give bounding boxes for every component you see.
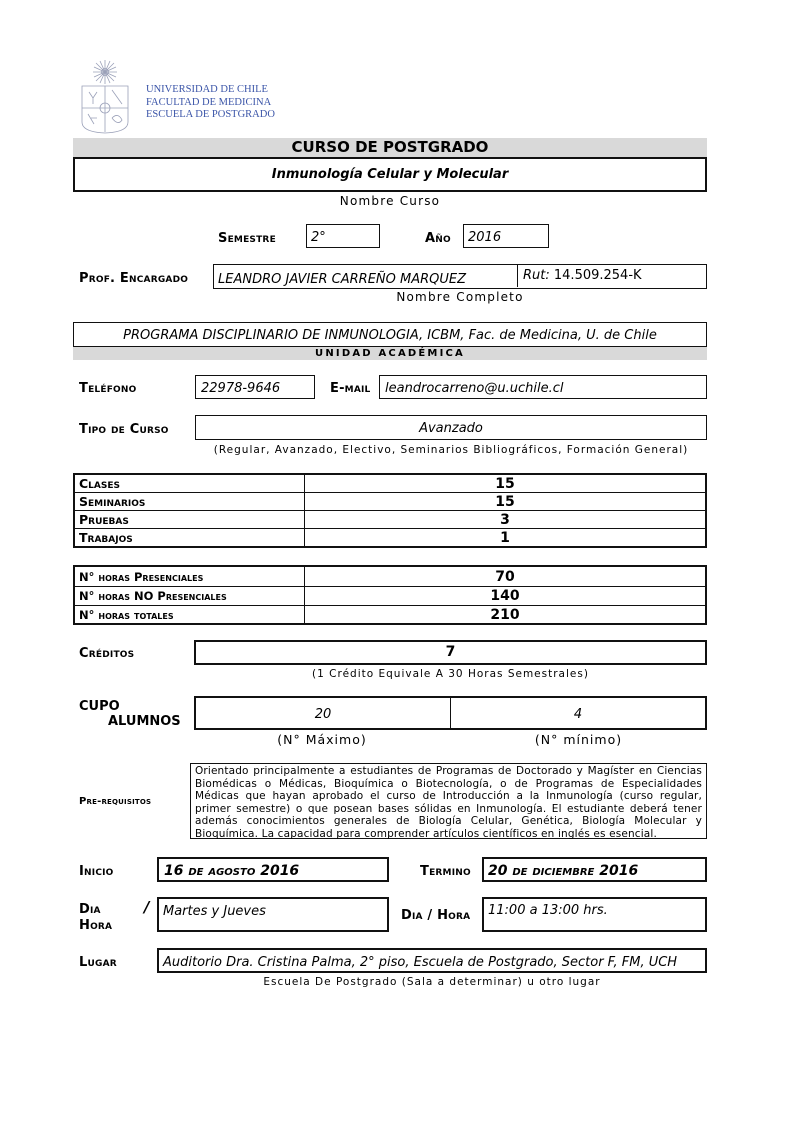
day-label-line2: Hora [79, 918, 113, 933]
email-value: leandrocarreno@u.uchile.cl [385, 381, 564, 396]
course-name-field[interactable]: Inmunología Celular y Molecular [73, 157, 707, 192]
phone-field[interactable] [195, 375, 315, 399]
min-capacity-field[interactable] [451, 698, 705, 728]
hours-value[interactable]: 70 [305, 566, 707, 587]
credits-field[interactable]: 7 [194, 640, 707, 665]
start-date-field[interactable] [157, 857, 389, 882]
hours-label: N° horas Presenciales [74, 566, 305, 587]
capacity-field [194, 696, 707, 730]
table-row [74, 474, 706, 493]
semester-field[interactable] [306, 224, 380, 248]
activity-value[interactable]: 1 [305, 529, 707, 548]
min-capacity-value: 4 [573, 707, 583, 722]
university-line: UNIVERSIDAD DE CHILE [146, 84, 268, 95]
table-row [74, 511, 706, 529]
professor-label: Prof. Encargado [79, 271, 189, 286]
faculty-line: FACULTAD DE MEDICINA [146, 96, 272, 108]
professor-name: LEANDRO JAVIER CARREÑO MARQUEZ [218, 272, 467, 287]
location-label: Lugar [79, 955, 117, 970]
hours-value[interactable]: 140 [305, 587, 707, 606]
days-field[interactable] [157, 897, 389, 932]
hours-table [73, 565, 707, 625]
email-label: E-mail [330, 381, 371, 396]
end-date-value: 20 de diciembre 2016 [488, 863, 639, 879]
email-field[interactable] [379, 375, 707, 399]
divider [517, 265, 518, 287]
table-row [74, 606, 706, 625]
university-name [146, 84, 275, 122]
min-capacity-caption: (N° mínimo) [534, 732, 623, 747]
activity-value[interactable]: 15 [305, 474, 707, 493]
phone-label: Teléfono [79, 381, 137, 396]
start-date-label: Inicio [79, 864, 114, 879]
capacity-label-line1: CUPO [79, 699, 120, 714]
max-capacity-field[interactable] [196, 698, 450, 728]
table-row [74, 529, 706, 548]
activity-label: Clases [74, 474, 305, 493]
table-row [74, 566, 706, 587]
end-date-label: Termino [420, 864, 471, 879]
rut-label: Rut: [523, 268, 550, 283]
day-label-slash: / [144, 898, 150, 916]
page-title: CURSO DE POSTGRADO [73, 138, 707, 157]
course-type-value: Avanzado [419, 421, 483, 436]
time-label: Dia / Hora [401, 908, 471, 923]
start-date-value: 16 de agosto 2016 [164, 863, 300, 879]
activity-label: Seminarios [74, 493, 305, 511]
academic-unit-value: PROGRAMA DISCIPLINARIO DE INMUNOLOGIA, ICBM, Fac. de Medicina, U. de Chile [123, 328, 657, 343]
rut-field [523, 268, 642, 283]
table-row [74, 587, 706, 606]
hours-value[interactable]: 210 [305, 606, 707, 625]
year-label: Año [425, 231, 451, 246]
course-type-field[interactable] [195, 415, 707, 440]
course-type-label: Tipo de Curso [79, 422, 169, 437]
course-type-options: (Regular, Avanzado, Electivo, Seminarios Bibliográficos, Formación General) [213, 444, 689, 456]
day-label-line1: Dia [79, 902, 101, 917]
credits-label: Créditos [79, 646, 135, 661]
academic-unit-field[interactable] [73, 322, 707, 347]
location-value: Auditorio Dra. Cristina Palma, 2° piso, Escuela de Postgrado, Sector F, FM, UCH [163, 955, 678, 970]
location-field[interactable] [157, 948, 707, 973]
activity-value[interactable]: 3 [305, 511, 707, 529]
rut-value: 14.509.254-K [553, 268, 642, 283]
hours-label: N° horas NO Presenciales [74, 587, 305, 606]
prerequisites-field[interactable]: Orientado principalmente a estudiantes de Programas de Doctorado y Magíster en Ciencias Biomédicas o Médicas, Bioquímica o Biotecnología, o de Programas de Especialidades Médicas que hayan aprobado el curso de Introducción a la Inmunología (curso regular, primer semestre) o que posean bases sólidas en Inmunología. El estudiante deberá tener además conocimientos generales de Biología Celular, Genética, Biología Molecular y Bioquímica. La capacidad para comprender artículos científicos en inglés es esencial. [190, 763, 707, 839]
activities-table [73, 473, 707, 548]
year-field[interactable] [463, 224, 549, 248]
location-caption: Escuela De Postgrado (Sala a determinar) u otro lugar [263, 976, 601, 988]
time-field[interactable] [482, 897, 707, 932]
end-date-field[interactable] [482, 857, 707, 882]
professor-caption: Nombre Completo [396, 290, 524, 304]
professor-field[interactable] [213, 264, 707, 289]
phone-value: 22978-9646 [201, 381, 281, 396]
activity-label: Trabajos [74, 529, 305, 548]
credits-caption: (1 Crédito Equivale A 30 Horas Semestrales) [312, 668, 589, 680]
prerequisites-label: Pre-requisitos [79, 796, 152, 807]
time-value: 11:00 a 13:00 hrs. [488, 903, 608, 918]
activity-value[interactable]: 15 [305, 493, 707, 511]
days-value: Martes y Jueves [163, 904, 266, 919]
semester-value: 2° [311, 230, 326, 245]
table-row [74, 493, 706, 511]
capacity-label-line2: ALUMNOS [108, 714, 181, 729]
year-value: 2016 [468, 230, 502, 245]
school-line: ESCUELA DE POSTGRADO [146, 109, 275, 120]
academic-unit-caption: UNIDAD ACADÉMICA [73, 347, 707, 360]
activity-label: Pruebas [74, 511, 305, 529]
max-capacity-value: 20 [314, 707, 332, 722]
course-name-caption: Nombre Curso [339, 194, 441, 208]
semester-label: Semestre [218, 231, 276, 246]
max-capacity-caption: (N° Máximo) [277, 732, 367, 747]
university-crest-icon [79, 58, 131, 134]
hours-label: N° horas totales [74, 606, 305, 625]
